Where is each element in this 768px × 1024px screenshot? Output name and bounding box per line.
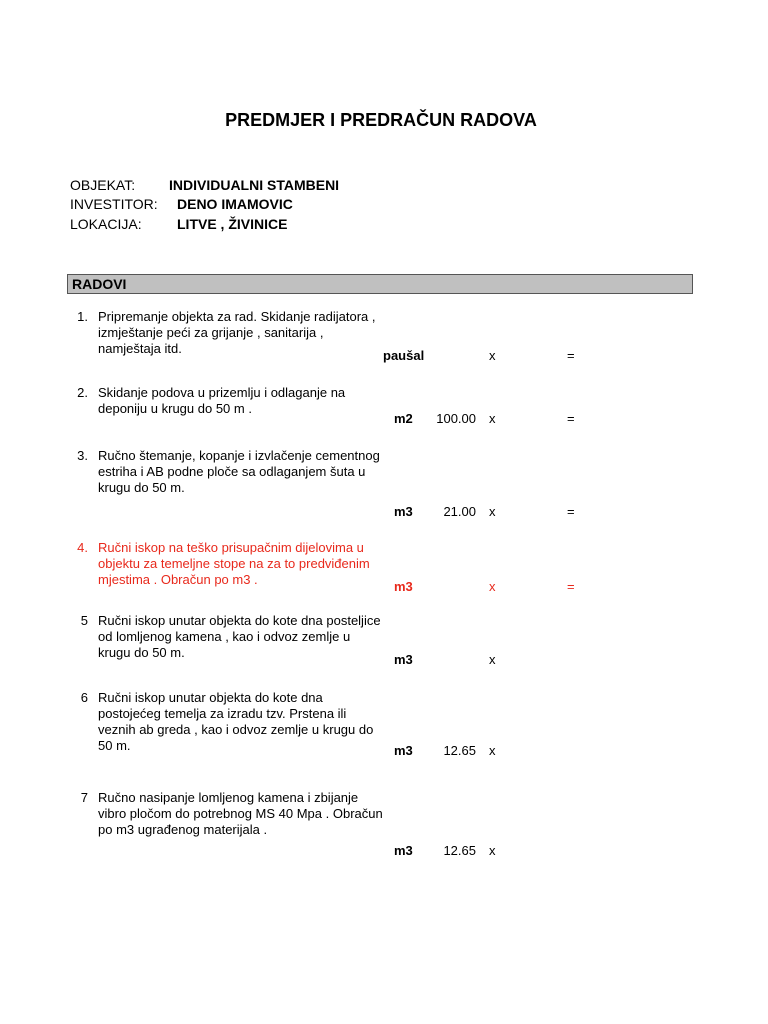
item-equals: = xyxy=(567,579,575,594)
item-description: Pripremanje objekta za rad. Skidanje radijatora , izmještanje peći za grijanje , sanitarija , namještaja itd. xyxy=(98,309,376,356)
item-number: 2. xyxy=(77,385,88,400)
item-unit: m2 xyxy=(394,411,413,426)
item-quantity: 12.65 xyxy=(443,743,476,758)
item-unit: paušal xyxy=(383,348,425,363)
item-multiply: x xyxy=(489,411,496,426)
item-unit: m3 xyxy=(394,579,413,594)
item-description: Skidanje podova u prizemlju i odlaganje na deponiju u krugu do 50 m . xyxy=(98,385,346,416)
lokacija-label: LOKACIJA: xyxy=(70,216,142,232)
item-multiply: x xyxy=(489,504,496,519)
item-description: Ručni iskop unutar objekta do kote dna postojećeg temelja za izradu tzv. Prstena ili veznih ab greda , kao i odvoz zemlje u krugu do 50 m. xyxy=(98,690,374,753)
item-number: 1. xyxy=(77,309,88,324)
item-equals: = xyxy=(567,348,575,363)
lokacija-value: LITVE , ŽIVINICE xyxy=(177,216,288,232)
investitor-label: INVESTITOR: xyxy=(70,196,158,212)
page-title: PREDMJER I PREDRAČUN RADOVA xyxy=(225,110,537,130)
item-unit: m3 xyxy=(394,843,413,858)
item-multiply: x xyxy=(489,579,496,594)
item-number: 3. xyxy=(77,448,88,463)
item-multiply: x xyxy=(489,348,496,363)
item-unit: m3 xyxy=(394,652,413,667)
objekat-label: OBJEKAT: xyxy=(70,177,136,193)
objekat-value: INDIVIDUALNI STAMBENI xyxy=(169,177,340,193)
item-multiply: x xyxy=(489,652,496,667)
item-multiply: x xyxy=(489,743,496,758)
item-unit: m3 xyxy=(394,743,413,758)
section-header xyxy=(67,274,693,294)
item-multiply: x xyxy=(489,843,496,858)
item-number: 4. xyxy=(77,540,88,555)
item-description: Ručno štemanje, kopanje i izvlačenje cementnog estriha i AB podne ploče sa odlaganjem šuta u krugu do 50 m. xyxy=(98,448,380,495)
item-number: 5 xyxy=(80,613,88,628)
item-description: Ručni iskop na teško prisupačnim dijelovima u objektu za temeljne stope na za to predviđenim mjestima . Obračun po m3 . xyxy=(98,540,370,587)
item-description: Ručni iskop unutar objekta do kote dna posteljice od lomljenog kamena , kao i odvoz zemlje u krugu do 50 m. xyxy=(98,613,381,660)
item-equals: = xyxy=(567,411,575,426)
item-quantity: 100.00 xyxy=(436,411,476,426)
item-equals: = xyxy=(567,504,575,519)
item-unit: m3 xyxy=(394,504,413,519)
item-number: 7 xyxy=(80,790,88,805)
item-quantity: 21.00 xyxy=(443,504,476,519)
section-label: RADOVI xyxy=(72,276,127,292)
item-number: 6 xyxy=(80,690,88,705)
investitor-value: DENO IMAMOVIC xyxy=(177,196,293,212)
item-quantity: 12.65 xyxy=(443,843,476,858)
item-description: Ručno nasipanje lomljenog kamena i zbijanje vibro pločom do potrebnog MS 40 Mpa . Obračun po m3 ugrađenog materijala . xyxy=(98,790,383,837)
